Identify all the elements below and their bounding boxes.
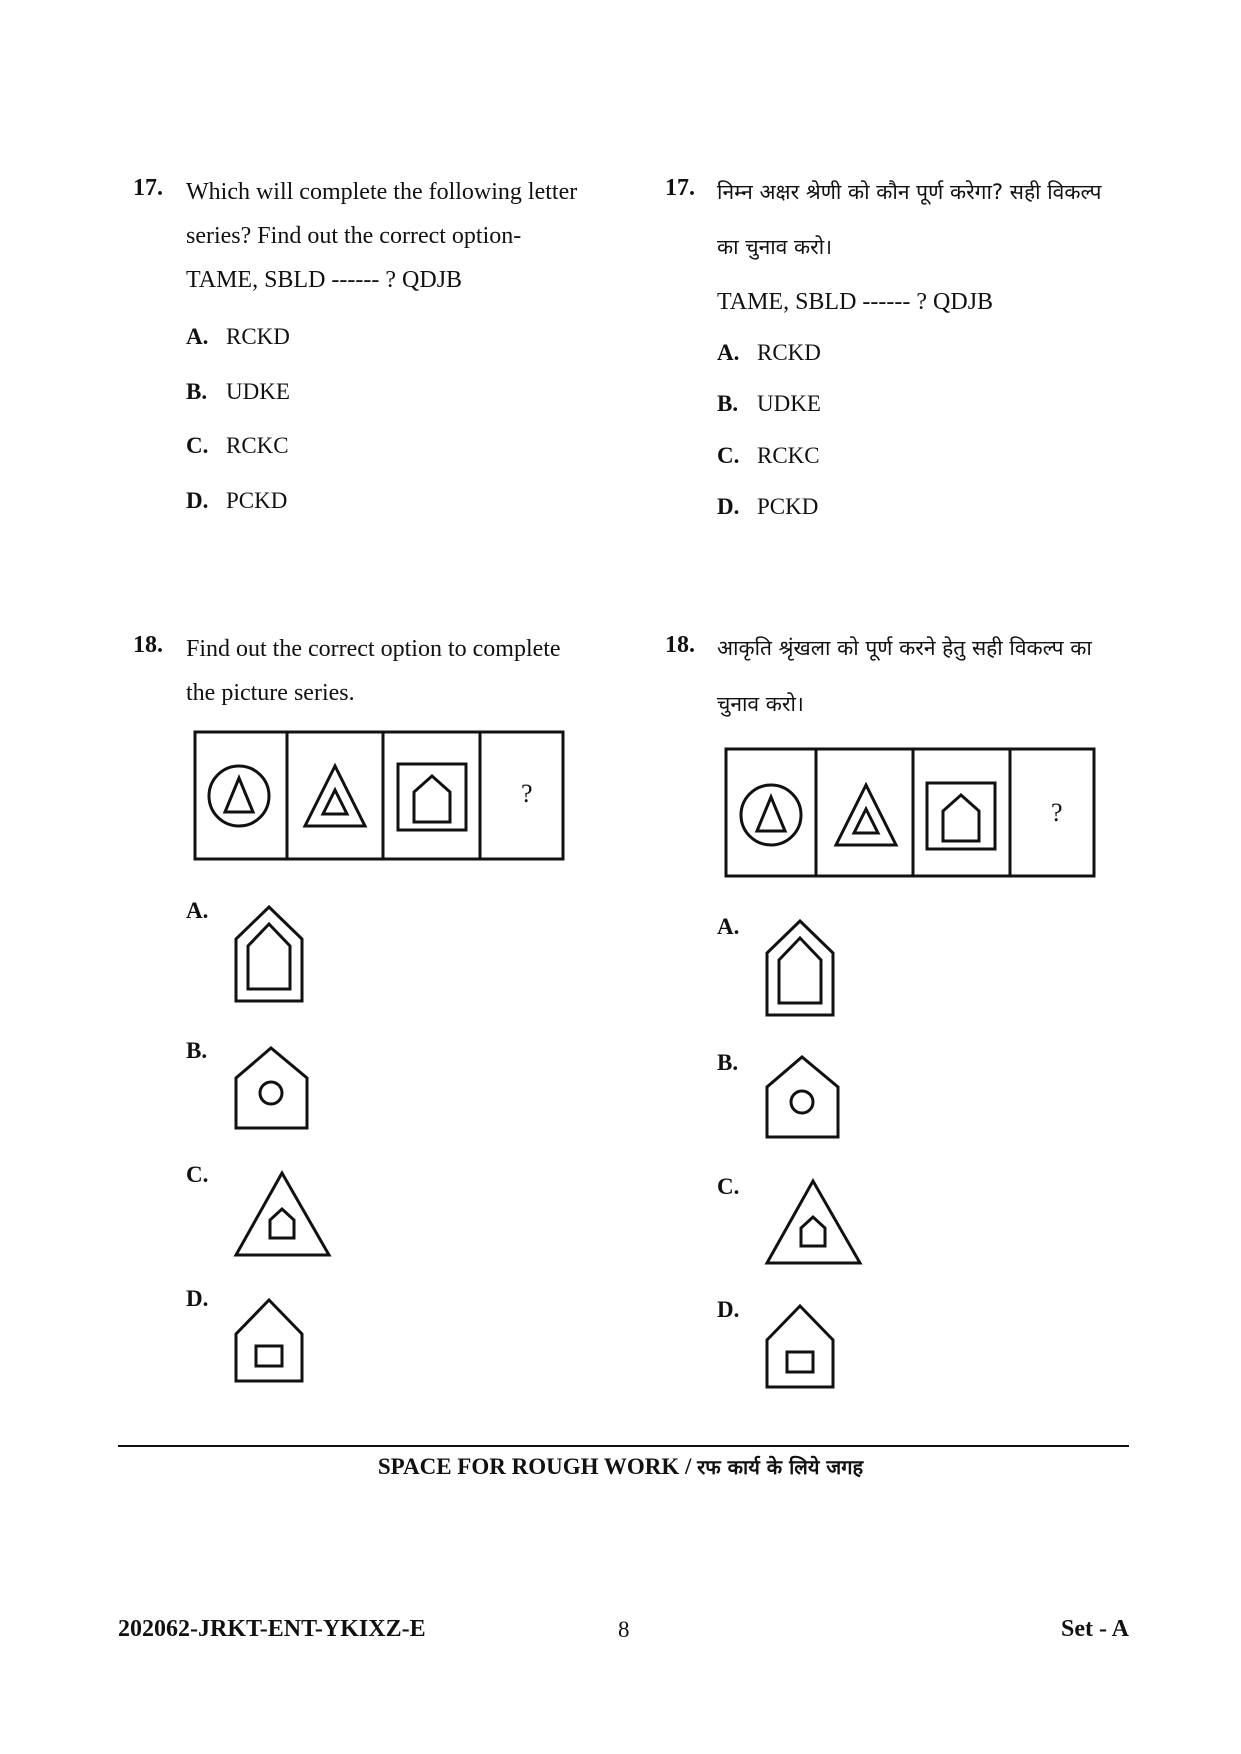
hindi-series-square-house-icon: [927, 783, 995, 849]
q18-option-c-triangle-house-icon[interactable]: [233, 1170, 333, 1258]
hindi-q17-option-c[interactable]: [717, 443, 820, 469]
hindi-series-triangle-triangle-icon: [836, 785, 896, 845]
rough-work-divider: [118, 1445, 1129, 1447]
series-question-mark: ?: [521, 779, 533, 808]
hindi-q17-option-b-text: UDKE: [757, 391, 821, 416]
series-triangle-triangle-icon: [305, 766, 365, 826]
rough-work-caption: [0, 1453, 1241, 1480]
q18-option-c-label[interactable]: C.: [186, 1162, 209, 1187]
q18-option-d-label[interactable]: D.: [186, 1286, 209, 1311]
hindi-question-18-line2: चुनाव करो।: [717, 692, 804, 716]
hindi-q17-option-a-label: A.: [717, 340, 740, 365]
hindi-series-question-mark: ?: [1051, 798, 1063, 827]
hindi-q17-option-a-text: RCKD: [757, 340, 821, 365]
footer-set-label: Set - A: [1061, 1616, 1129, 1642]
q17-option-c-label: C.: [186, 433, 209, 458]
hindi-q17-option-b-label: B.: [717, 391, 739, 416]
hindi-q18-option-d-house-square-icon[interactable]: [764, 1302, 836, 1390]
hindi-q17-option-d-text: PCKD: [757, 494, 819, 519]
question-17-number: 17.: [133, 175, 163, 201]
q17-option-c-text: RCKC: [226, 433, 289, 458]
hindi-q18-option-b-label[interactable]: B.: [717, 1050, 739, 1075]
hindi-q17-option-a[interactable]: [717, 340, 821, 366]
hindi-q18-option-b-house-circle-icon[interactable]: [764, 1054, 842, 1140]
q17-option-b-text: UDKE: [226, 379, 290, 404]
question-17-series: TAME, SBLD ------ ? QDJB: [186, 267, 463, 293]
q18-option-d-house-square-icon[interactable]: [233, 1296, 305, 1384]
q17-option-d-text: PCKD: [226, 488, 288, 513]
series-frame: [195, 732, 563, 859]
q17-option-d[interactable]: [186, 488, 287, 514]
hindi-q18-option-c-triangle-house-icon[interactable]: [764, 1178, 864, 1266]
hindi-question-18-line1: आकृति श्रृंखला को पूर्ण करने हेतु सही विकल्प का: [717, 636, 1092, 660]
footer-page-number: 8: [618, 1617, 630, 1642]
question-17-text: [186, 170, 577, 302]
footer-paper-code: 202062-JRKT-ENT-YKIXZ-E: [118, 1616, 426, 1642]
q17-option-b-label: B.: [186, 379, 208, 404]
question-17-line2: series? Find out the correct option-: [186, 223, 522, 249]
series-square-house-icon: [398, 764, 466, 830]
question-17-line1: Which will complete the following letter: [186, 179, 578, 205]
picture-series-figure: [195, 732, 565, 862]
rough-work-hindi: रफ कार्य के लिये जगह: [697, 1455, 864, 1479]
rough-work-english: SPACE FOR ROUGH WORK /: [377, 1454, 692, 1479]
hindi-q18-option-a-label[interactable]: A.: [717, 914, 740, 939]
hindi-question-17-line1: निम्न अक्षर श्रेणी को कौन पूर्ण करेगा? सही विकल्प: [717, 180, 1102, 204]
q18-option-a-double-house-icon[interactable]: [233, 904, 305, 1004]
hindi-q17-option-c-label: C.: [717, 443, 740, 468]
hindi-q17-option-d[interactable]: [717, 494, 818, 520]
q18-option-b-label[interactable]: B.: [186, 1038, 208, 1063]
hindi-series-circle-triangle-icon: [741, 785, 801, 845]
q17-option-d-label: D.: [186, 488, 209, 513]
hindi-question-18-number: 18.: [665, 632, 695, 658]
hindi-picture-series-figure: [726, 749, 1096, 879]
hindi-q17-option-b[interactable]: [717, 391, 821, 417]
series-circle-triangle-icon: [209, 766, 269, 826]
hindi-q17-option-d-label: D.: [717, 494, 740, 519]
q18-option-a-label[interactable]: A.: [186, 898, 209, 923]
hindi-q18-option-c-label[interactable]: C.: [717, 1174, 740, 1199]
hindi-q18-option-a-double-house-icon[interactable]: [764, 918, 836, 1018]
question-18-number: 18.: [133, 632, 163, 658]
hindi-question-17-line2: का चुनाव करो।: [717, 235, 833, 259]
q17-option-a-label: A.: [186, 324, 209, 349]
q17-option-a[interactable]: [186, 324, 290, 350]
question-18-line2: the picture series.: [186, 680, 355, 706]
q17-option-c[interactable]: [186, 433, 289, 459]
hindi-q17-option-c-text: RCKC: [757, 443, 820, 468]
question-18-line1: Find out the correct option to complete: [186, 636, 561, 662]
question-18-text: [186, 627, 561, 715]
hindi-q18-option-d-label[interactable]: D.: [717, 1297, 740, 1322]
q17-option-b[interactable]: [186, 379, 290, 405]
q18-option-b-house-circle-icon[interactable]: [233, 1045, 311, 1131]
hindi-question-17-number: 17.: [665, 175, 695, 201]
q17-option-a-text: RCKD: [226, 324, 290, 349]
hindi-series-frame: [726, 749, 1094, 876]
hindi-question-17-series: TAME, SBLD ------ ? QDJB: [717, 289, 994, 315]
